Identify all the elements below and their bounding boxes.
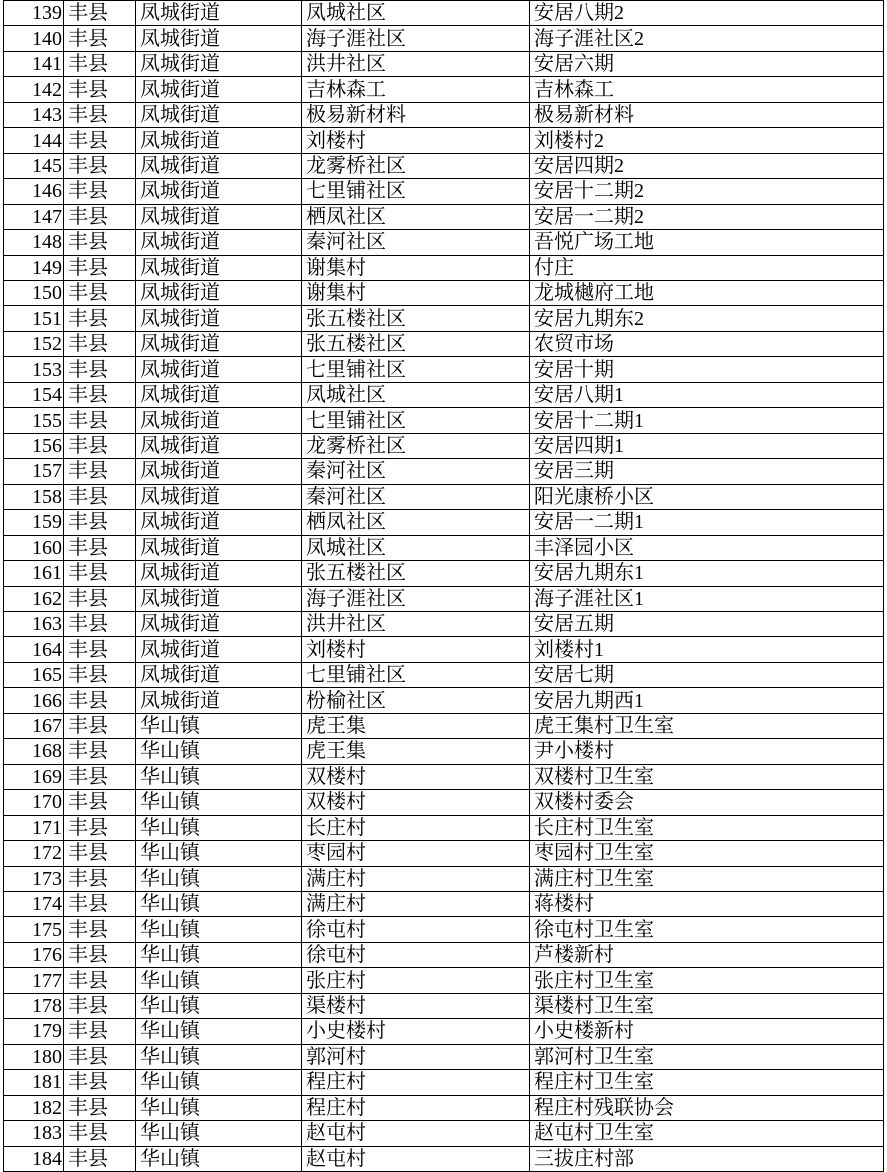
county-cell: 丰县 bbox=[64, 1070, 136, 1095]
town-cell: 凤城街道 bbox=[136, 637, 302, 662]
town-cell: 凤城街道 bbox=[136, 205, 302, 230]
county-cell: 丰县 bbox=[64, 434, 136, 459]
site-cell: 安居一二期1 bbox=[530, 510, 884, 535]
row-number: 147 bbox=[4, 205, 64, 230]
community-cell: 枣园村 bbox=[302, 841, 530, 866]
row-number: 157 bbox=[4, 459, 64, 484]
site-cell: 双楼村委会 bbox=[530, 790, 884, 815]
row-number: 169 bbox=[4, 765, 64, 790]
county-cell: 丰县 bbox=[64, 357, 136, 382]
community-cell: 凤城社区 bbox=[302, 383, 530, 408]
site-cell: 吉林森工 bbox=[530, 77, 884, 102]
community-cell: 小史楼村 bbox=[302, 1019, 530, 1044]
town-cell: 凤城街道 bbox=[136, 1, 302, 26]
county-cell: 丰县 bbox=[64, 383, 136, 408]
town-cell: 华山镇 bbox=[136, 765, 302, 790]
community-cell: 栖凤社区 bbox=[302, 510, 530, 535]
table-row bbox=[4, 816, 884, 841]
site-cell: 安居十二期1 bbox=[530, 408, 884, 433]
county-cell: 丰县 bbox=[64, 917, 136, 942]
town-cell: 华山镇 bbox=[136, 1147, 302, 1172]
community-cell: 海子涯社区 bbox=[302, 26, 530, 51]
table-row bbox=[4, 154, 884, 179]
county-cell: 丰县 bbox=[64, 790, 136, 815]
row-number: 141 bbox=[4, 52, 64, 77]
site-cell: 刘楼村1 bbox=[530, 637, 884, 662]
town-cell: 凤城街道 bbox=[136, 26, 302, 51]
site-cell: 满庄村卫生室 bbox=[530, 867, 884, 892]
town-cell: 凤城街道 bbox=[136, 179, 302, 204]
community-cell: 张五楼社区 bbox=[302, 561, 530, 586]
county-cell: 丰县 bbox=[64, 408, 136, 433]
county-cell: 丰县 bbox=[64, 52, 136, 77]
town-cell: 凤城街道 bbox=[136, 561, 302, 586]
town-cell: 华山镇 bbox=[136, 1121, 302, 1146]
community-cell: 徐屯村 bbox=[302, 943, 530, 968]
site-cell: 安居九期东2 bbox=[530, 306, 884, 331]
community-cell: 龙雾桥社区 bbox=[302, 154, 530, 179]
row-number: 140 bbox=[4, 26, 64, 51]
community-cell: 谢集村 bbox=[302, 256, 530, 281]
site-cell: 安居六期 bbox=[530, 52, 884, 77]
community-cell: 刘楼村 bbox=[302, 637, 530, 662]
community-cell: 洪井社区 bbox=[302, 612, 530, 637]
site-cell: 蒋楼村 bbox=[530, 892, 884, 917]
row-number: 153 bbox=[4, 357, 64, 382]
table-row bbox=[4, 383, 884, 408]
town-cell: 华山镇 bbox=[136, 994, 302, 1019]
row-number: 170 bbox=[4, 790, 64, 815]
county-cell: 丰县 bbox=[64, 306, 136, 331]
row-number: 181 bbox=[4, 1070, 64, 1095]
site-cell: 吾悦广场工地 bbox=[530, 230, 884, 255]
site-cell: 程庄村残联协会 bbox=[530, 1096, 884, 1121]
community-cell: 秦河社区 bbox=[302, 459, 530, 484]
table-row bbox=[4, 841, 884, 866]
row-number: 168 bbox=[4, 739, 64, 764]
row-number: 151 bbox=[4, 306, 64, 331]
community-cell: 程庄村 bbox=[302, 1096, 530, 1121]
town-cell: 华山镇 bbox=[136, 917, 302, 942]
row-number: 146 bbox=[4, 179, 64, 204]
town-cell: 凤城街道 bbox=[136, 230, 302, 255]
table-row bbox=[4, 1070, 884, 1095]
site-cell: 渠楼村卫生室 bbox=[530, 994, 884, 1019]
county-cell: 丰县 bbox=[64, 612, 136, 637]
town-cell: 凤城街道 bbox=[136, 434, 302, 459]
row-number: 159 bbox=[4, 510, 64, 535]
town-cell: 华山镇 bbox=[136, 790, 302, 815]
county-cell: 丰县 bbox=[64, 230, 136, 255]
community-cell: 枌榆社区 bbox=[302, 688, 530, 713]
table-row bbox=[4, 587, 884, 612]
county-cell: 丰县 bbox=[64, 1121, 136, 1146]
row-number: 142 bbox=[4, 77, 64, 102]
row-number: 160 bbox=[4, 536, 64, 561]
community-cell: 程庄村 bbox=[302, 1070, 530, 1095]
town-cell: 凤城街道 bbox=[136, 357, 302, 382]
town-cell: 凤城街道 bbox=[136, 154, 302, 179]
table-row bbox=[4, 637, 884, 662]
county-cell: 丰县 bbox=[64, 1147, 136, 1172]
row-number: 154 bbox=[4, 383, 64, 408]
site-cell: 尹小楼村 bbox=[530, 739, 884, 764]
county-cell: 丰县 bbox=[64, 688, 136, 713]
town-cell: 华山镇 bbox=[136, 714, 302, 739]
county-cell: 丰县 bbox=[64, 867, 136, 892]
table-row bbox=[4, 892, 884, 917]
site-cell: 安居四期2 bbox=[530, 154, 884, 179]
table-row bbox=[4, 179, 884, 204]
site-cell: 安居九期西1 bbox=[530, 688, 884, 713]
table-row bbox=[4, 332, 884, 357]
county-cell: 丰县 bbox=[64, 739, 136, 764]
table-row bbox=[4, 765, 884, 790]
site-cell: 海子涯社区1 bbox=[530, 587, 884, 612]
community-cell: 谢集村 bbox=[302, 281, 530, 306]
town-cell: 凤城街道 bbox=[136, 536, 302, 561]
site-cell: 付庄 bbox=[530, 256, 884, 281]
county-cell: 丰县 bbox=[64, 561, 136, 586]
town-cell: 华山镇 bbox=[136, 1096, 302, 1121]
table-row bbox=[4, 434, 884, 459]
community-cell: 七里铺社区 bbox=[302, 408, 530, 433]
site-cell: 虎王集村卫生室 bbox=[530, 714, 884, 739]
community-cell: 极易新材料 bbox=[302, 103, 530, 128]
site-cell: 张庄村卫生室 bbox=[530, 968, 884, 993]
row-number: 177 bbox=[4, 968, 64, 993]
community-cell: 凤城社区 bbox=[302, 1, 530, 26]
table-row bbox=[4, 943, 884, 968]
county-cell: 丰县 bbox=[64, 332, 136, 357]
site-cell: 安居一二期2 bbox=[530, 205, 884, 230]
county-cell: 丰县 bbox=[64, 179, 136, 204]
community-cell: 秦河社区 bbox=[302, 485, 530, 510]
county-cell: 丰县 bbox=[64, 816, 136, 841]
community-cell: 赵屯村 bbox=[302, 1121, 530, 1146]
table-row bbox=[4, 1019, 884, 1044]
table-row bbox=[4, 357, 884, 382]
table-row bbox=[4, 536, 884, 561]
site-cell: 极易新材料 bbox=[530, 103, 884, 128]
row-number: 164 bbox=[4, 637, 64, 662]
row-number: 143 bbox=[4, 103, 64, 128]
row-number: 179 bbox=[4, 1019, 64, 1044]
row-number: 148 bbox=[4, 230, 64, 255]
town-cell: 华山镇 bbox=[136, 816, 302, 841]
site-cell: 农贸市场 bbox=[530, 332, 884, 357]
town-cell: 凤城街道 bbox=[136, 485, 302, 510]
county-cell: 丰县 bbox=[64, 637, 136, 662]
town-cell: 凤城街道 bbox=[136, 408, 302, 433]
county-cell: 丰县 bbox=[64, 1045, 136, 1070]
community-cell: 秦河社区 bbox=[302, 230, 530, 255]
community-cell: 七里铺社区 bbox=[302, 357, 530, 382]
table-row bbox=[4, 26, 884, 51]
county-cell: 丰县 bbox=[64, 205, 136, 230]
site-cell: 徐屯村卫生室 bbox=[530, 917, 884, 942]
community-cell: 栖凤社区 bbox=[302, 205, 530, 230]
row-number: 173 bbox=[4, 867, 64, 892]
community-cell: 七里铺社区 bbox=[302, 179, 530, 204]
county-cell: 丰县 bbox=[64, 587, 136, 612]
site-cell: 刘楼村2 bbox=[530, 128, 884, 153]
community-cell: 满庄村 bbox=[302, 892, 530, 917]
town-cell: 华山镇 bbox=[136, 867, 302, 892]
site-cell: 小史楼新村 bbox=[530, 1019, 884, 1044]
site-cell: 双楼村卫生室 bbox=[530, 765, 884, 790]
table-row bbox=[4, 790, 884, 815]
county-cell: 丰县 bbox=[64, 663, 136, 688]
community-cell: 虎王集 bbox=[302, 739, 530, 764]
row-number: 174 bbox=[4, 892, 64, 917]
town-cell: 凤城街道 bbox=[136, 663, 302, 688]
data-table bbox=[3, 0, 884, 1172]
county-cell: 丰县 bbox=[64, 1, 136, 26]
site-cell: 安居十期 bbox=[530, 357, 884, 382]
row-number: 155 bbox=[4, 408, 64, 433]
town-cell: 华山镇 bbox=[136, 1045, 302, 1070]
community-cell: 七里铺社区 bbox=[302, 663, 530, 688]
site-cell: 安居三期 bbox=[530, 459, 884, 484]
community-cell: 张五楼社区 bbox=[302, 332, 530, 357]
county-cell: 丰县 bbox=[64, 943, 136, 968]
county-cell: 丰县 bbox=[64, 536, 136, 561]
site-cell: 郭河村卫生室 bbox=[530, 1045, 884, 1070]
row-number: 162 bbox=[4, 587, 64, 612]
table-row bbox=[4, 1, 884, 26]
site-cell: 安居五期 bbox=[530, 612, 884, 637]
community-cell: 张五楼社区 bbox=[302, 306, 530, 331]
town-cell: 凤城街道 bbox=[136, 510, 302, 535]
row-number: 144 bbox=[4, 128, 64, 153]
town-cell: 凤城街道 bbox=[136, 103, 302, 128]
site-cell: 龙城樾府工地 bbox=[530, 281, 884, 306]
community-cell: 长庄村 bbox=[302, 816, 530, 841]
community-cell: 满庄村 bbox=[302, 867, 530, 892]
table-row bbox=[4, 128, 884, 153]
row-number: 167 bbox=[4, 714, 64, 739]
row-number: 183 bbox=[4, 1121, 64, 1146]
table-row bbox=[4, 281, 884, 306]
community-cell: 赵屯村 bbox=[302, 1147, 530, 1172]
site-cell: 三拔庄村部 bbox=[530, 1147, 884, 1172]
county-cell: 丰县 bbox=[64, 281, 136, 306]
table-row bbox=[4, 459, 884, 484]
town-cell: 凤城街道 bbox=[136, 77, 302, 102]
county-cell: 丰县 bbox=[64, 128, 136, 153]
site-cell: 安居九期东1 bbox=[530, 561, 884, 586]
row-number: 175 bbox=[4, 917, 64, 942]
community-cell: 吉林森工 bbox=[302, 77, 530, 102]
table-row bbox=[4, 739, 884, 764]
row-number: 184 bbox=[4, 1147, 64, 1172]
community-cell: 虎王集 bbox=[302, 714, 530, 739]
county-cell: 丰县 bbox=[64, 1096, 136, 1121]
site-cell: 海子涯社区2 bbox=[530, 26, 884, 51]
table-row bbox=[4, 714, 884, 739]
county-cell: 丰县 bbox=[64, 459, 136, 484]
table-row bbox=[4, 867, 884, 892]
row-number: 152 bbox=[4, 332, 64, 357]
table-row bbox=[4, 485, 884, 510]
community-cell: 张庄村 bbox=[302, 968, 530, 993]
row-number: 158 bbox=[4, 485, 64, 510]
community-cell: 海子涯社区 bbox=[302, 587, 530, 612]
table-row bbox=[4, 994, 884, 1019]
town-cell: 凤城街道 bbox=[136, 128, 302, 153]
town-cell: 华山镇 bbox=[136, 943, 302, 968]
row-number: 156 bbox=[4, 434, 64, 459]
site-cell: 安居七期 bbox=[530, 663, 884, 688]
town-cell: 华山镇 bbox=[136, 841, 302, 866]
county-cell: 丰县 bbox=[64, 154, 136, 179]
town-cell: 凤城街道 bbox=[136, 52, 302, 77]
county-cell: 丰县 bbox=[64, 510, 136, 535]
table-row bbox=[4, 52, 884, 77]
table-row bbox=[4, 77, 884, 102]
county-cell: 丰县 bbox=[64, 968, 136, 993]
county-cell: 丰县 bbox=[64, 77, 136, 102]
table-row bbox=[4, 205, 884, 230]
town-cell: 凤城街道 bbox=[136, 612, 302, 637]
table-row bbox=[4, 663, 884, 688]
county-cell: 丰县 bbox=[64, 765, 136, 790]
site-cell: 安居四期1 bbox=[530, 434, 884, 459]
row-number: 150 bbox=[4, 281, 64, 306]
county-cell: 丰县 bbox=[64, 892, 136, 917]
site-cell: 安居十二期2 bbox=[530, 179, 884, 204]
town-cell: 凤城街道 bbox=[136, 688, 302, 713]
town-cell: 华山镇 bbox=[136, 968, 302, 993]
town-cell: 凤城街道 bbox=[136, 587, 302, 612]
site-cell: 长庄村卫生室 bbox=[530, 816, 884, 841]
community-cell: 双楼村 bbox=[302, 790, 530, 815]
community-cell: 郭河村 bbox=[302, 1045, 530, 1070]
row-number: 163 bbox=[4, 612, 64, 637]
table-row bbox=[4, 1096, 884, 1121]
row-number: 145 bbox=[4, 154, 64, 179]
row-number: 172 bbox=[4, 841, 64, 866]
row-number: 149 bbox=[4, 256, 64, 281]
community-cell: 双楼村 bbox=[302, 765, 530, 790]
row-number: 176 bbox=[4, 943, 64, 968]
row-number: 180 bbox=[4, 1045, 64, 1070]
county-cell: 丰县 bbox=[64, 485, 136, 510]
county-cell: 丰县 bbox=[64, 1019, 136, 1044]
table-row bbox=[4, 968, 884, 993]
county-cell: 丰县 bbox=[64, 256, 136, 281]
county-cell: 丰县 bbox=[64, 714, 136, 739]
town-cell: 凤城街道 bbox=[136, 332, 302, 357]
site-cell: 安居八期2 bbox=[530, 1, 884, 26]
table-row bbox=[4, 256, 884, 281]
town-cell: 凤城街道 bbox=[136, 306, 302, 331]
table-row bbox=[4, 688, 884, 713]
county-cell: 丰县 bbox=[64, 103, 136, 128]
site-cell: 枣园村卫生室 bbox=[530, 841, 884, 866]
table-row bbox=[4, 612, 884, 637]
town-cell: 凤城街道 bbox=[136, 256, 302, 281]
community-cell: 龙雾桥社区 bbox=[302, 434, 530, 459]
community-cell: 渠楼村 bbox=[302, 994, 530, 1019]
row-number: 171 bbox=[4, 816, 64, 841]
town-cell: 凤城街道 bbox=[136, 281, 302, 306]
table-row bbox=[4, 103, 884, 128]
row-number: 161 bbox=[4, 561, 64, 586]
town-cell: 华山镇 bbox=[136, 739, 302, 764]
community-cell: 洪井社区 bbox=[302, 52, 530, 77]
site-cell: 程庄村卫生室 bbox=[530, 1070, 884, 1095]
site-cell: 安居八期1 bbox=[530, 383, 884, 408]
row-number: 165 bbox=[4, 663, 64, 688]
table-row bbox=[4, 306, 884, 331]
county-cell: 丰县 bbox=[64, 841, 136, 866]
town-cell: 凤城街道 bbox=[136, 459, 302, 484]
table-row bbox=[4, 510, 884, 535]
community-cell: 凤城社区 bbox=[302, 536, 530, 561]
site-cell: 阳光康桥小区 bbox=[530, 485, 884, 510]
table-row bbox=[4, 1147, 884, 1172]
row-number: 182 bbox=[4, 1096, 64, 1121]
community-cell: 徐屯村 bbox=[302, 917, 530, 942]
row-number: 178 bbox=[4, 994, 64, 1019]
table-row bbox=[4, 561, 884, 586]
table-row bbox=[4, 230, 884, 255]
town-cell: 华山镇 bbox=[136, 1019, 302, 1044]
table-row bbox=[4, 1121, 884, 1146]
site-cell: 丰泽园小区 bbox=[530, 536, 884, 561]
county-cell: 丰县 bbox=[64, 26, 136, 51]
town-cell: 凤城街道 bbox=[136, 383, 302, 408]
site-cell: 芦楼新村 bbox=[530, 943, 884, 968]
town-cell: 华山镇 bbox=[136, 1070, 302, 1095]
town-cell: 华山镇 bbox=[136, 892, 302, 917]
row-number: 139 bbox=[4, 1, 64, 26]
community-cell: 刘楼村 bbox=[302, 128, 530, 153]
table-row bbox=[4, 1045, 884, 1070]
table-row bbox=[4, 408, 884, 433]
county-cell: 丰县 bbox=[64, 994, 136, 1019]
row-number: 166 bbox=[4, 688, 64, 713]
site-cell: 赵屯村卫生室 bbox=[530, 1121, 884, 1146]
table-row bbox=[4, 917, 884, 942]
